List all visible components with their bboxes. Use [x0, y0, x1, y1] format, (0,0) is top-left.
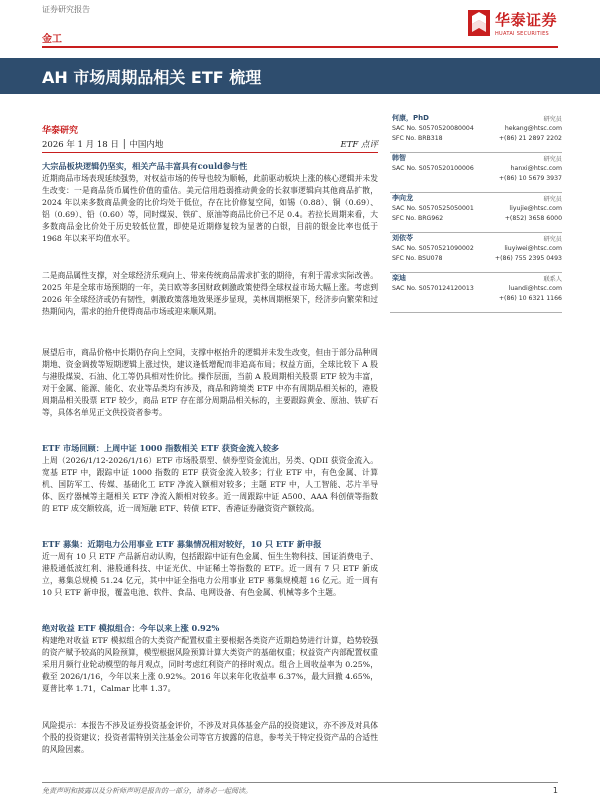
analyst-name: 李向龙 — [392, 194, 413, 202]
paragraph-2: 二是商品属性支撑，对全球经济乐观向上、带来传统商品需求扩张的期待，有利于需求实际改善。2025 年是全球市场预期的一年，美日欧等多国财政刺激政策使得全球权益市场大幅上涨。考虑到 2026 年全球经济或仍有韧性，刺激政策落地效果逐步显现，美林周期框架下，经济步向繁荣和过热期间内，需求的抬升使得商品市场或迎来顺风期。 — [42, 271, 378, 317]
paragraph-3: 展望后市，商品价格中长期仍存向上空间，支撑中枢抬升的逻辑并未发生改变，但由于部分品种周期地、资金调拨等短期逻辑上涨过快，建议逢低增配而非追高布局；权益方面，全球比较下 A 股与港股煤炭、石油、化工等仍具相对性价比。操作层面，当前 A 股周期相关股票 ETF 较为丰富，对于金属、能源、能化、农业等品类均有涉及，商品和跨境类 ETF 中亦有周期品相关标的，港股周期品相关股票 ETF 较少，商品 ETF 存在部分周期品相关标的，主要跟踪黄金、原油、铁矿石等，具体名单见正文供投资者参考。 — [42, 348, 378, 418]
logo-text-cn: 华泰证券 — [495, 11, 558, 29]
analyst-sfc: SFC No. BRG962 — [392, 215, 444, 222]
report-type-label: 证券研究报告 — [42, 5, 90, 14]
footer-disclaimer: 免责声明和披露以及分析师声明是报告的一部分，请务必一起阅读。 — [42, 787, 252, 795]
section-heading-etf-review: ETF 市场回顾：上周中证 1000 指数相关 ETF 获资金流入较多 — [42, 443, 280, 453]
analyst-role: 研究员 — [543, 196, 562, 203]
analyst-card — [390, 113, 562, 153]
header-divider — [42, 46, 558, 48]
analyst-sac: SAC No. S0570525050001 — [392, 205, 474, 212]
section-heading-etf-raise: ETF 募集：近期电力公用事业 ETF 募集情况相对较好，10 只 ETF 新申报 — [42, 539, 322, 549]
report-date: 2026 年 1 月 18 日 │ 中国内地 — [42, 140, 164, 150]
analyst-email[interactable]: hekang@htsc.com — [504, 125, 562, 132]
analyst-card — [390, 193, 562, 233]
huatai-logo-icon — [468, 10, 490, 36]
analyst-name: 何康，PhD — [392, 114, 429, 122]
dateline — [42, 138, 378, 150]
analyst-sfc: SFC No. BSU078 — [392, 255, 443, 262]
analyst-sac: SAC No. S0570124120013 — [392, 285, 474, 292]
huatai-logo — [468, 8, 572, 46]
analyst-phone: +(86) 755 2395 0493 — [494, 255, 562, 262]
section-heading-commodity: 大宗品板块逻辑仍坚实，相关产品丰富具有could参与性 — [42, 161, 248, 171]
paragraph-5: 近一周有 10 只 ETF 产品新启动认购，包括跟踪中证有色金属、恒生生物科技、国证消费电子、港股通低波红利、港股通科技、中证光伏、中证稀土等指数的 ETF。近一周有 7 只 ETF 新成立，募集总规模 51.24 亿元，其中中证全指电力公用事业 ETF 募集规模超 16 亿元。近一周有 10 只 ETF 新申报，覆盖电池、软件、食品、电网设备、有色金属、机械等多个主题。 — [42, 552, 378, 598]
meta-divider — [42, 152, 378, 153]
analyst-email[interactable]: luandi@htsc.com — [508, 285, 562, 292]
analyst-divider — [390, 312, 562, 313]
analyst-name: 刘依苓 — [392, 234, 413, 242]
analyst-phone: +(852) 3658 6000 — [504, 215, 562, 222]
section-heading-portfolio: 绝对收益 ETF 模拟组合：今年以来上涨 0.92% — [42, 623, 220, 633]
report-tag: ETF 点评 — [340, 140, 378, 150]
analyst-sac: SAC No. S0570520100006 — [392, 165, 474, 172]
risk-notice: 风险提示：本报告不涉及证券投资基金评价，不涉及对具体基金产品的投资建议，亦不涉及对具体个股的投资建议；投资者需特别关注基金公司等官方披露的信息，参考关于特定投资产品的合适性的风险因素。 — [42, 721, 378, 755]
analyst-role: 联系人 — [543, 276, 562, 283]
analyst-card — [390, 153, 562, 193]
analyst-role: 研究员 — [543, 236, 562, 243]
company-name: 华泰研究 — [42, 126, 79, 136]
analyst-phone: +(86) 10 5679 3937 — [498, 175, 562, 182]
analyst-sac: SAC No. S0570520080004 — [392, 125, 474, 132]
analyst-sac: SAC No. S0570521090002 — [392, 245, 474, 252]
paragraph-4: 上周（2026/1/12-2026/1/16）ETF 市场股票型、债券型资金流出，另类、QDII 获资金流入。宽基 ETF 中，跟踪中证 1000 指数的 ETF 获资金流入较多；行业 ETF 中，有色金属、计算机、国防军工、传媒、基础化工 ETF 净流入额相对较多；主题 ETF 中，人工智能、芯片半导体、医疗器械等主题相关 ETF 净流入额相对较多。近一周跟踪中证 A500、AAA 科创债等指数的 ETF 成交额较高，近一周短融 ETF、转债 ETF、香港证券融资资产额较高。 — [42, 456, 378, 514]
logo-text-en: HUATAI SECURITIES — [495, 31, 549, 37]
paragraph-6: 构建绝对收益 ETF 模拟组合的大类资产配置权重主要根据各类资产近期趋势进行计算，趋势较强的资产赋予较高的风险预算，模型根据风险预算计算大类资产的基础权重；权益资产内部配置权重采用月频行业轮动模型的每月观点，同时考虑红利资产的择时观点。组合上周收益率为 0.25%，截至 2026/1/16，今年以来上涨 0.92%。2016 年以来年化收益率 6.37%，最大回撤 4.65%，夏普比率 1.71，Calmar 比率 1.37。 — [42, 636, 378, 694]
analyst-email[interactable]: liyujie@htsc.com — [509, 205, 562, 212]
report-title: AH 市场周期品相关 ETF 梳理 — [42, 68, 262, 87]
page-number: 1 — [552, 786, 558, 795]
analyst-role: 研究员 — [543, 156, 562, 163]
sector-label: 金工 — [42, 34, 62, 45]
analyst-phone: +(86) 21 2897 2202 — [498, 135, 562, 142]
analyst-name: 栾迪 — [392, 274, 406, 282]
analyst-card — [390, 233, 562, 273]
analyst-email[interactable]: liuyiwei@htsc.com — [504, 245, 562, 252]
footer-divider — [42, 782, 558, 783]
analyst-card — [390, 273, 562, 313]
analyst-sfc: SFC No. BRB318 — [392, 135, 443, 142]
analyst-phone: +(86) 10 6321 1166 — [498, 295, 562, 302]
analyst-name: 韩智 — [392, 154, 406, 162]
analyst-role: 研究员 — [543, 116, 562, 123]
analyst-email[interactable]: hanxi@htsc.com — [510, 165, 562, 172]
paragraph-1: 近期商品市场表现延续强势，对权益市场的传导也较为顺畅，此前驱动板块上涨的核心逻辑并未发生改变：一是商品货币属性价值的重估。美元信用趋弱推动黄金的长叙事逻辑向其他商品扩散，2024 年以来多数商品黄金的比价均处于低位，存在比价修复空间，如锡（0.88）、铜（0.69）、铝（0.69）、铅（0.60）等，同时煤炭、铁矿、原油等商品比价已不足 0.4。若拉长周期来看，大多数商品金比价处于历史较低位置，即使是近期修复较为显著的白银，目前的银金比率也低于 1968 年以来平均值水平。 — [42, 174, 378, 244]
